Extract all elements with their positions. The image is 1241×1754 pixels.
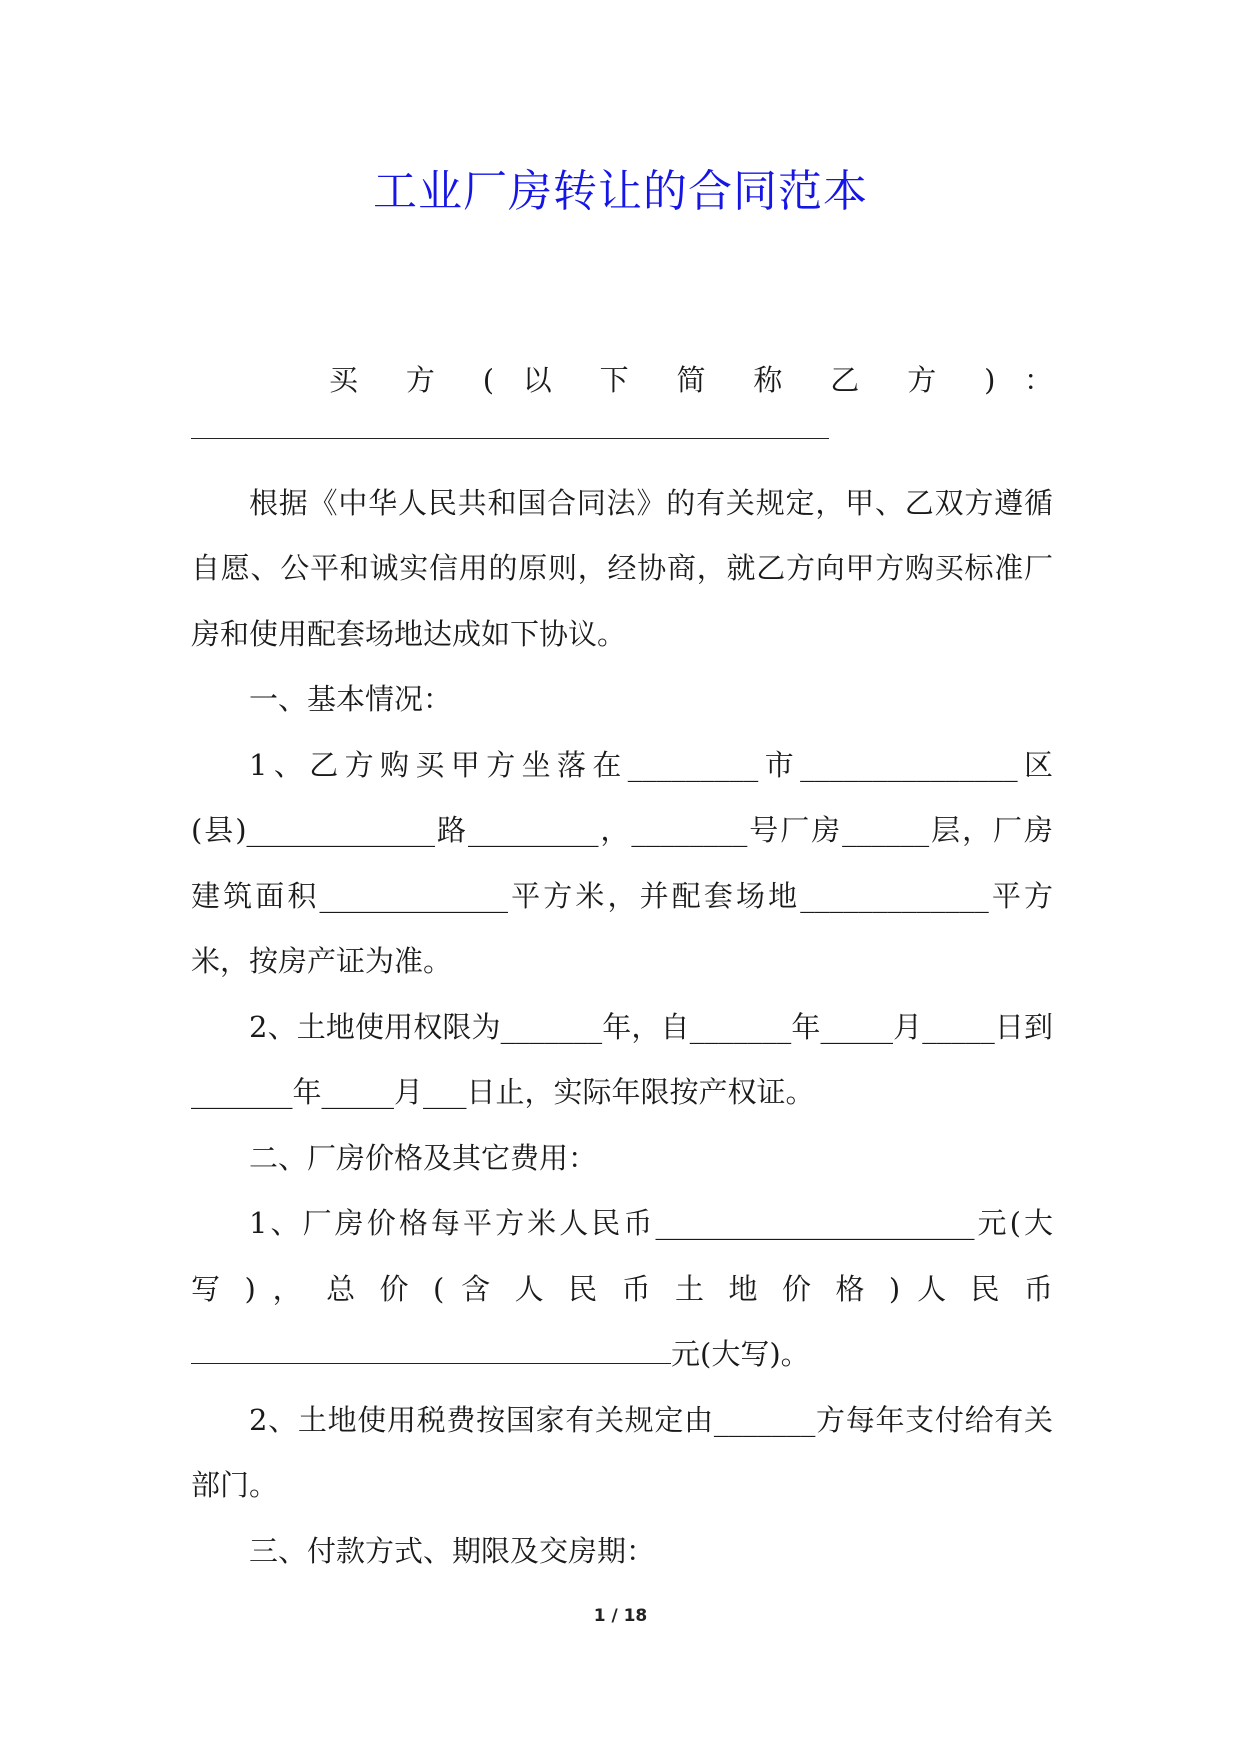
section-3-heading: 三、付款方式、期限及交房期： (249, 1533, 656, 1568)
document-title: 工业厂房转让的合同范本 (373, 166, 868, 217)
section-1-item-2: 2、土地使用权限为_______年，自_______年_____月_____日到_______年_____月___日止，实际年限按产权证。 (191, 1009, 1053, 1109)
document-body (191, 348, 1053, 1584)
buyer-blank-line (191, 414, 829, 439)
section-1-item-1: 1、乙方购买甲方坐落在_________市_______________区(县)_____________路_________，________号厂房______层，厂房建筑面积_____________平方米，并配套场地_____________平方米，按房产证为准。 (191, 747, 1053, 978)
intro-paragraph: 根据《中华人民共和国合同法》的有关规定，甲、乙双方遵循自愿、公平和诚实信用的原则，经协商，就乙方向甲方购买标准厂房和使用配套场地达成如下协议。 (191, 485, 1053, 651)
section-2-item-1-line-3-suffix: 元(大写)。 (671, 1337, 810, 1371)
buyer-line: 买 方 ( 以 下 简 称 乙 方 ) ： (329, 363, 1053, 397)
section-2-item-1-line-1: 1、厂房价格每平方米人民币______________________元(大 (249, 1206, 1053, 1240)
section-2-item-1-line-2: 写 ) ， 总 价 ( 含 人 民 币 土 地 价 格 ) 人 民 币 (191, 1271, 1053, 1306)
section-2-item-1 (191, 1191, 1053, 1388)
section-2-item-2: 2、土地使用税费按国家有关规定由_______方每年支付给有关部门。 (191, 1402, 1053, 1502)
page-indicator: 1 / 18 (593, 1606, 648, 1626)
total-price-blank (191, 1335, 671, 1364)
section-2-heading: 二、厂房价格及其它费用： (249, 1140, 598, 1175)
section-1-heading: 一、基本情况： (249, 682, 453, 716)
section-2-item-1-line-3 (191, 1322, 1053, 1388)
